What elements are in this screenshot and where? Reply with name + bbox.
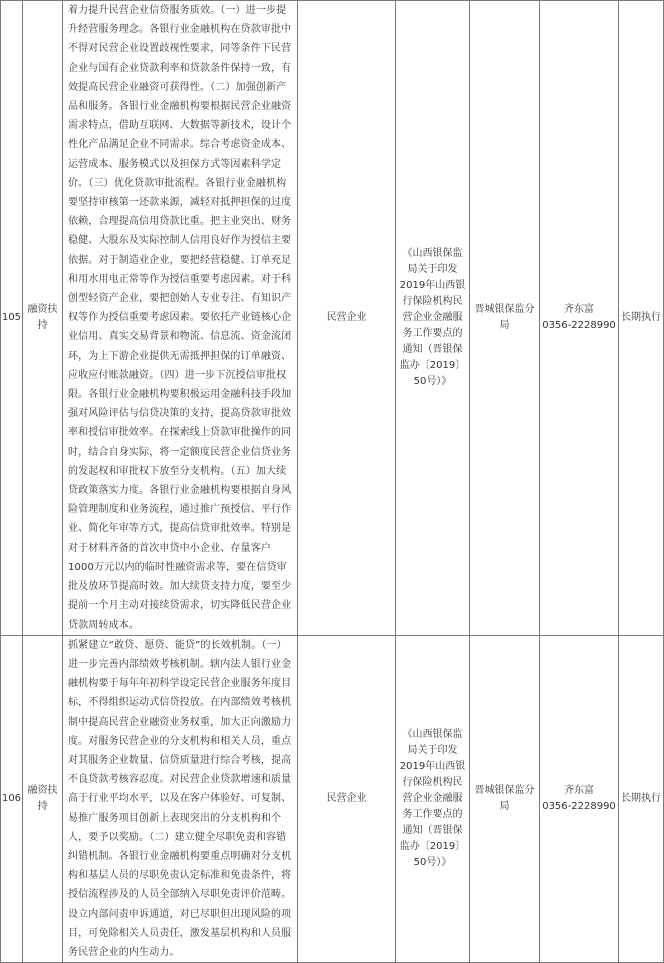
policy-category: 融资扶持	[23, 635, 63, 962]
policy-category: 融资扶持	[23, 1, 63, 636]
validity: 长期执行	[619, 635, 664, 962]
contact-name: 齐东富	[564, 784, 594, 796]
policy-content	[63, 635, 298, 962]
policy-content-text: 抓紧建立“敢贷、愿贷、能贷”的长效机制。（一）进一步完善内部绩效考核机制。辖内法人银行业金融机构要于每年年初科学设定民营企业服务年度目标，不得组织运动式信贷投放。在内部绩效考核机制中提高民营企业融资业务权重，加大正向激励力度。对服务民营企业的分支机构和相关人员，重点对其服务企业数量、信贷质量进行综合考核，提高不良贷款考核容忍度。对民营企业贷款增速和质量高于行业平均水平，以及在客户体验好、可复制、易推广服务项目创新上表现突出的分支机构和个人，要予以奖励。（二）建立健全尽职免责和容错纠错机制。各银行业金融机构要重点明确对分支机构和基层人员的尽职免责认定标准和免责条件，将授信流程涉及的人员全部纳入尽职免责评价范畴。设立内部问责申诉通道，对已尽职但出现风险的项目，可免除相关人员责任，激发基层机构和人员服务民营企业的内生动力。	[68, 639, 292, 958]
table-row	[1, 635, 664, 962]
responsible-department	[470, 635, 540, 962]
contact-phone: 0356-2228990	[542, 800, 616, 812]
row-number: 105	[1, 1, 23, 636]
policy-basis	[396, 635, 470, 962]
policy-content	[63, 1, 298, 636]
target-group: 民营企业	[298, 635, 396, 962]
department-text: 晋城银保监分局	[474, 303, 535, 331]
policy-basis-text: 《山西银保监局关于印发2019年山西银行保险机构民营企业金融服务工作要点的通知（晋银保监办〔2019〕50号）》	[399, 247, 466, 387]
target-group: 民营企业	[298, 1, 396, 636]
responsible-department	[470, 1, 540, 636]
department-text: 晋城银保监分局	[474, 784, 535, 812]
policy-basis	[396, 1, 470, 636]
row-number: 106	[1, 635, 23, 962]
contact-cell	[540, 635, 619, 962]
contact-phone: 0356-2228990	[542, 319, 616, 331]
table-row	[1, 1, 664, 636]
contact-name: 齐东富	[564, 303, 594, 315]
policy-content-text: 着力提升民营企业信贷服务质效。（一）进一步提升经营服务理念。各银行业金融机构在贷款审批中不得对民营企业设置歧视性要求，同等条件下民营企业与国有企业贷款利率和贷款条件保持一致，有效提高民营企业融资可获得性。（二）加强创新产品和服务。各银行业金融机构要根据民营企业融资需求特点，借助互联网、大数据等新技术，设计个性化产品满足企业不同需求。综合考虑资金成本、运营成本、服务模式以及担保方式等因素科学定价。（三）优化贷款审批流程。各银行业金融机构要坚持审核第一还款来源，减轻对抵押担保的过度依赖，合理提高信用贷款比重。把主业突出、财务稳健、大股东及实际控制人信用良好作为授信主要依据。对于制造业企业，要把经营稳健、订单充足和用水用电正常等作为授信重要考虑因素。对于科创型轻资产企业，要把创始人专业专注、有知识产权等作为授信重要考虑因素。要依托产业链核心企业信用、真实交易背景和物流、信息流、资金流闭环，为上下游企业提供无需抵押担保的订单融资、应收应付账款融资。（四）进一步下沉授信审批权限。各银行业金融机构要积极运用金融科技手段加强对风险评估与信贷决策的支持，提高贷款审批效率和授信审批效率。在探索线上贷款审批操作的同时，结合自身实际，将一定额度民营企业信贷业务的发起权和审批权下放至分支机构。（五）加大续贷政策落实力度。各银行业金融机构要根据自身风险管理制度和业务流程，通过推广预授信、平行作业、简化年审等方式，提高信贷审批效率。特别是对于材料齐备的首次申贷中小企业、存量客户1000万元以内的临时性融资需求等，要在信贷审批及放环节提高时效。加大续贷支持力度，要至少提前一个月主动对接续贷需求，切实降低民营企业贷款周转成本。	[68, 5, 292, 631]
contact-cell	[540, 1, 619, 636]
policy-basis-text: 《山西银保监局关于印发2019年山西银行保险机构民营企业金融服务工作要点的通知（晋银保监办〔2019〕50号）》	[399, 728, 466, 868]
validity: 长期执行	[619, 1, 664, 636]
